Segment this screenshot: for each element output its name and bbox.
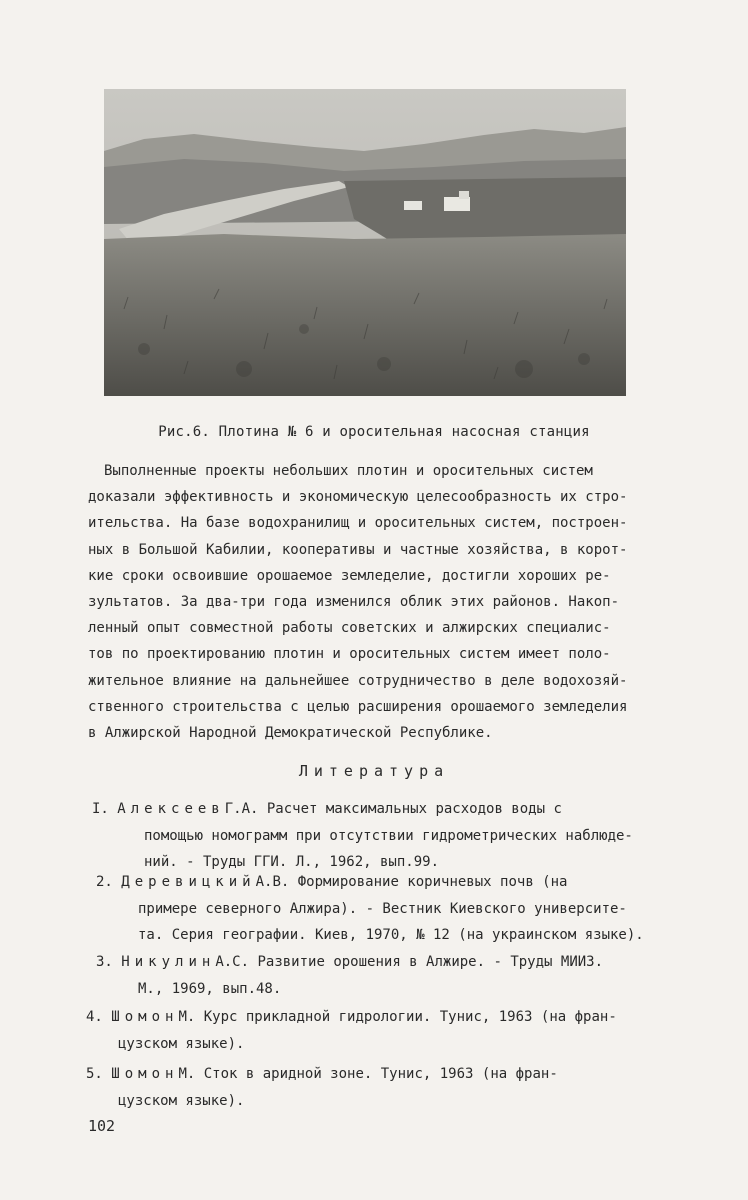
reference-item	[96, 869, 644, 949]
reference-text: М. Сток в аридной зоне. Тунис, 1963 (на фран-	[178, 1066, 558, 1082]
reference-number: 5.	[86, 1066, 103, 1082]
body-line: ственного строительства с целью расширения орошаемого земледелия	[88, 698, 628, 715]
body-line: ительства. На базе водохранилищ и оросительных систем, построен-	[88, 515, 628, 532]
body-line: зультатов. За два-три года изменился облик этих районов. Накоп-	[88, 594, 620, 611]
reference-number: 4.	[86, 1009, 103, 1025]
figure-caption: Рис.6. Плотина № 6 и оросительная насосная станция	[158, 424, 590, 440]
reference-author: Алексеев	[117, 801, 225, 817]
reference-item	[86, 1004, 617, 1057]
figure-photo	[104, 89, 626, 396]
body-line: в Алжирской Народной Демократической Республике.	[88, 725, 493, 742]
reference-text: та. Серия географии. Киев, 1970, № 12 (на украинском языке).	[138, 927, 644, 943]
reference-text: А.В. Формирование коричневых почв (на	[255, 874, 568, 890]
reference-number: 2.	[96, 874, 113, 890]
reference-item	[96, 949, 603, 1002]
reference-text: Г.А. Расчет максимальных расходов воды с	[224, 801, 562, 817]
reference-item	[92, 796, 633, 876]
body-line: ленный опыт совместной работы советских и алжирских специалис-	[88, 620, 611, 637]
reference-item	[86, 1061, 558, 1114]
body-line: Выполненные проекты небольших плотин и оросительных систем	[104, 463, 593, 479]
reference-text: М. Курс прикладной гидрологии. Тунис, 1963 (на фран-	[178, 1009, 617, 1025]
reference-text: цузском языке).	[118, 1035, 245, 1052]
reference-text: ний. - Труды ГГИ. Л., 1962, вып.99.	[144, 854, 440, 870]
body-line: кие сроки освоившие орошаемое земледелие, достигли хороших ре-	[88, 567, 611, 584]
literature-heading: Литература	[298, 762, 450, 780]
page-number: 102	[88, 1117, 116, 1135]
reference-author: Шомон	[111, 1066, 179, 1082]
reference-text: помощью номограмм при отсутствии гидрометрических наблюде-	[144, 827, 633, 844]
reference-author: Никулин	[121, 954, 216, 970]
body-line: ных в Большой Кабилии, кооперативы и частные хозяйства, в корот-	[88, 541, 628, 558]
reference-text: цузском языке).	[118, 1092, 245, 1109]
reference-author: Деревицкий	[121, 874, 256, 890]
reference-number: 3.	[96, 954, 113, 970]
body-paragraph	[88, 458, 700, 746]
body-line: жительное влияние на дальнейшее сотрудничество в деле водохозяй-	[88, 672, 628, 689]
reference-text: примере северного Алжира). - Вестник Киевского университе-	[138, 900, 627, 917]
reference-text: А.С. Развитие орошения в Алжире. - Труды МИИЗ.	[215, 954, 604, 970]
body-line: доказали эффективность и экономическую целесообразность их стро-	[88, 489, 628, 506]
reference-text: М., 1969, вып.48.	[138, 980, 282, 997]
dam-landscape-image	[104, 89, 626, 396]
reference-author: Шомон	[111, 1009, 179, 1025]
reference-number: I.	[92, 801, 109, 817]
body-line: тов по проектированию плотин и оросительных систем имеет поло-	[88, 646, 611, 663]
